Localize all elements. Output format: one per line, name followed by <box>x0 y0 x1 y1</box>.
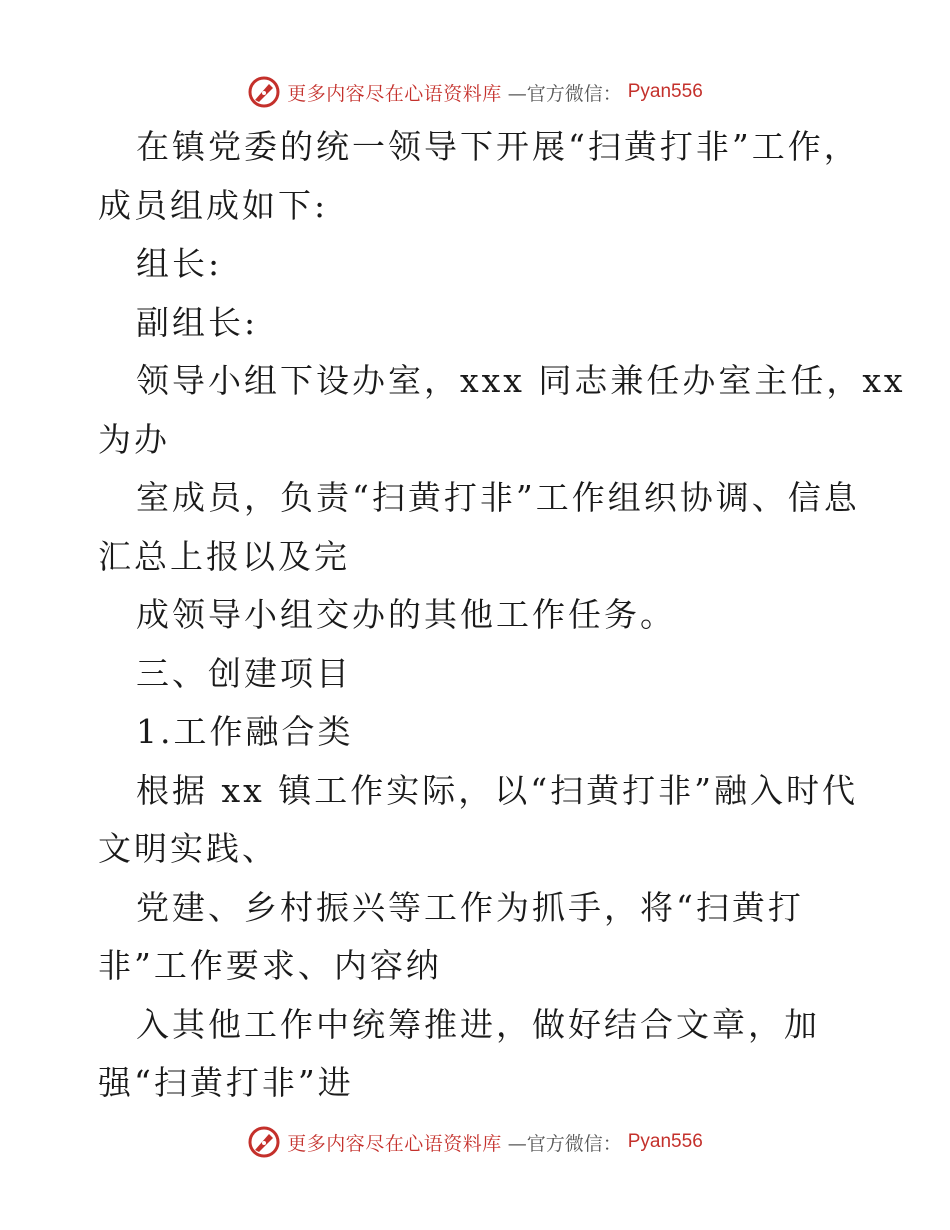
text-line: 领导小组下设办室，xxx 同志兼任办室主任，xx <box>136 361 906 400</box>
text-line: 根据 xx 镇工作实际，以“扫黄打非”融入时代 <box>136 770 858 810</box>
text-line: 文明实践、 <box>98 829 278 868</box>
watermark-text: 更多内容尽在心语资料库 <box>287 82 502 105</box>
document-body <box>98 118 906 1113</box>
watermark-contact-label: —官方微信： <box>507 1132 622 1155</box>
text-line: 成领导小组交办的其他工作任务。 <box>136 595 676 634</box>
text-line: 1.工作融合类 <box>136 712 354 751</box>
watermark-wechat-id: Pyan556 <box>627 81 703 102</box>
text-line: 党建、乡村振兴等工作为抓手，将“扫黄打 <box>136 887 804 927</box>
text-line: 入其他工作中统筹推进，做好结合文章，加 <box>136 1004 820 1044</box>
text-line: 成员组成如下: <box>98 185 329 225</box>
text-line: 在镇党委的统一领导下开展“扫黄打非”工作， <box>136 127 860 166</box>
text-line: 汇总上报以及完 <box>98 536 350 576</box>
text-line: 副组长: <box>136 302 259 342</box>
header-watermark <box>0 72 950 112</box>
watermark-contact-label: —官方微信： <box>507 82 622 105</box>
pen-nib-icon <box>247 75 281 109</box>
text-line: 室成员，负责“扫黄打非”工作组织协调、信息 <box>136 478 860 517</box>
watermark-wechat-id: Pyan556 <box>627 1131 703 1152</box>
pen-nib-icon <box>247 1125 281 1159</box>
watermark-text: 更多内容尽在心语资料库 <box>287 1132 502 1155</box>
text-line: 为办 <box>98 419 170 459</box>
text-line: 组长: <box>136 244 223 283</box>
text-line: 三、创建项目 <box>136 653 352 693</box>
text-line: 非”工作要求、内容纳 <box>98 946 442 985</box>
text-line: 强“扫黄打非”进 <box>98 1063 354 1102</box>
footer-watermark <box>0 1122 950 1162</box>
